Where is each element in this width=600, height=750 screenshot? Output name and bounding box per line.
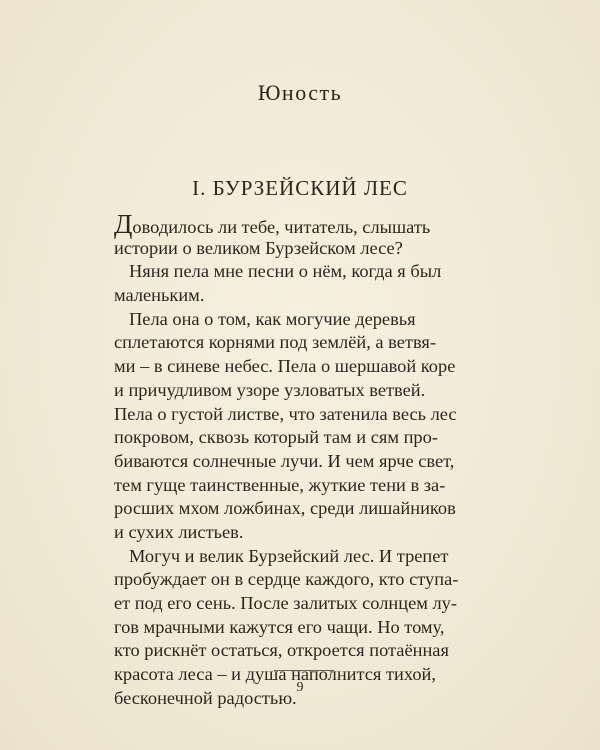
drop-cap: Д (114, 209, 133, 239)
text-line: гов мрачными кажутся его чащи. Но тому, (114, 616, 445, 637)
text-line: сплетаются корнями под землёй, а ветвя- (114, 332, 436, 353)
text-line: Могуч и велик Бурзейский лес. И трепет (129, 545, 449, 566)
text-line (114, 209, 494, 239)
text-line: Пела о густой листве, что затенила весь лес (114, 403, 457, 424)
text-line: Няня пела мне песни о нём, когда я был (129, 261, 442, 282)
text-line: пробуждает он в сердце каждого, кто ступа- (114, 569, 459, 590)
text-line: ми – в синеве небес. Пела о шершавой коре (114, 356, 456, 377)
text-line: Пела она о том, как могучие деревья (129, 308, 416, 329)
page-number: 9 (296, 680, 304, 695)
chapter-title: I. БУРЗЕЙСКИЙ ЛЕС (192, 176, 408, 200)
text-line: ет под его сень. После залитых солнцем лу- (114, 593, 457, 613)
text-line: биваются солнечные лучи. И чем ярче свет, (114, 450, 455, 471)
text-line: маленьким. (114, 285, 205, 306)
footer-divider (274, 670, 334, 671)
text-line: кто рискнёт остаться, откроется потаённая (114, 640, 449, 661)
text-line: росших мхом ложбинах, среди лишайников (114, 498, 456, 519)
text-line: и причудливом узоре узловатых ветвей. (114, 379, 426, 400)
text-line: и сухих листьев. (114, 521, 244, 542)
text-line: красота леса – и душа наполнится тихой, (114, 664, 436, 685)
text-line: тем гуще таинственные, жуткие тени в за- (114, 474, 446, 495)
text-line: бесконечной радостью. (114, 687, 297, 708)
part-title: Юность (257, 80, 343, 105)
text-line: истории о великом Бурзейском лесе? (114, 237, 403, 258)
text-line: покровом, сквозь который там и сям про- (114, 427, 438, 448)
body-text (114, 209, 494, 710)
text-line-content: оводилось ли тебе, читатель, слышать (132, 217, 431, 237)
